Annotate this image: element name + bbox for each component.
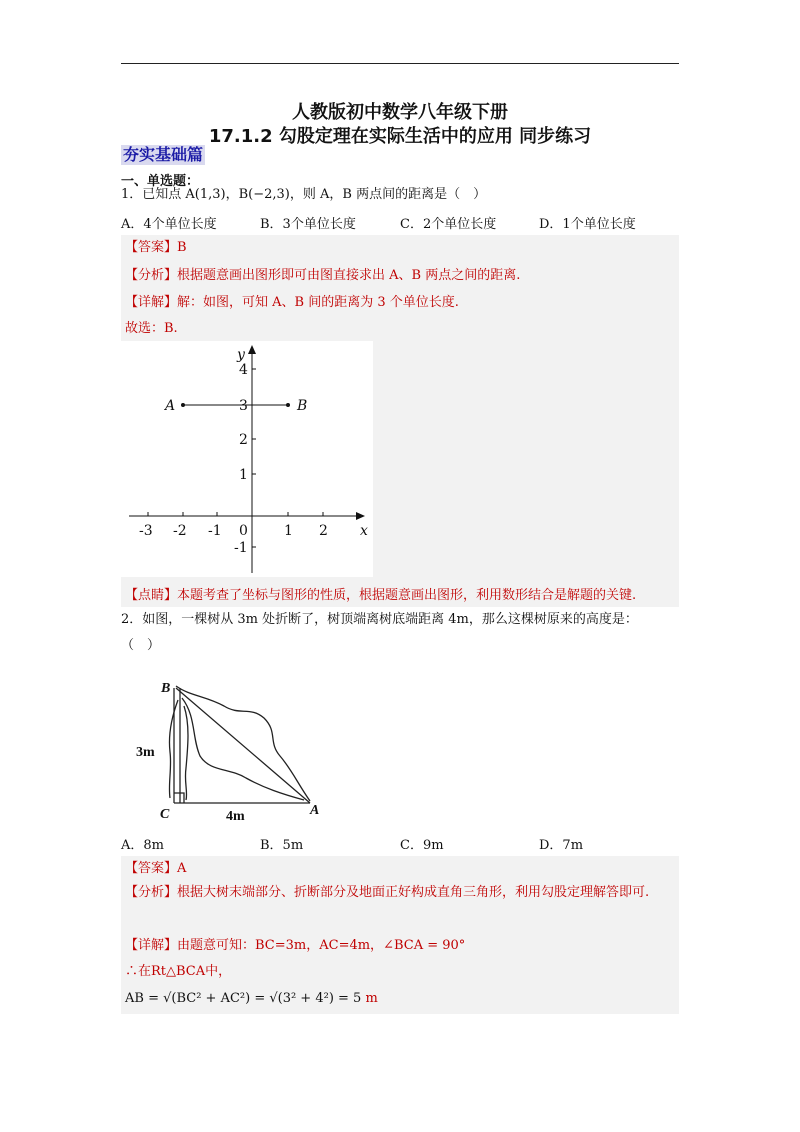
q1-stem: 1．已知点 A(1,3)，B(−2,3)，则 A，B 两点间的距离是（ ）: [121, 187, 487, 202]
q2-stem-paren: （ ）: [121, 638, 161, 653]
x-tick-label-m3: -3: [139, 523, 153, 539]
q1-option-d: D．1个单位长度: [539, 217, 636, 232]
broken-branch-inner: [182, 698, 304, 800]
q2-formula-line: [125, 990, 378, 1008]
q2-formula: AB = √(BC² + AC²) = √(3² + 4²) = 5: [125, 991, 362, 1006]
q2-stem: 2．如图，一棵树从 3m 处折断了，树顶端离树底端距离 4m，那么这棵树原来的高度是：: [121, 612, 638, 627]
page-subtitle: 17.1.2 勾股定理在实际生活中的应用 同步练习: [208, 126, 592, 147]
page-title: 人教版初中数学八年级下册: [292, 102, 508, 123]
fig-label-bc: 3m: [136, 745, 155, 760]
q1-option-a: A．4个单位长度: [121, 217, 217, 232]
x-axis-arrow: [356, 512, 365, 520]
q2-detail: 【详解】由题意可知：BC=3m，AC=4m，∠BCA = 90°: [125, 938, 466, 953]
y-tick-label-2: 2: [239, 432, 248, 448]
x-tick-label-m1: -1: [208, 523, 222, 539]
origin-label: 0: [239, 523, 248, 539]
q2-option-a: A．8m: [121, 838, 164, 853]
q1-answer: 【答案】B: [125, 240, 187, 255]
q2-answer-box: [121, 856, 679, 1014]
fig-label-ca: 4m: [226, 809, 245, 824]
header-rule: [121, 63, 679, 64]
q2-option-d: D．7m: [539, 838, 584, 853]
y-axis-arrow: [248, 345, 256, 354]
question-type-heading: 一、单选题：: [121, 174, 200, 189]
point-b-label: B: [297, 398, 308, 414]
fig-label-c: C: [160, 807, 170, 822]
q2-option-c: C．9m: [400, 838, 444, 853]
q1-analysis: 【分析】根据题意画出图形即可由图直接求出 A、B 两点之间的距离.: [125, 268, 521, 283]
q2-answer: 【答案】A: [125, 861, 187, 876]
q2-tree-figure: [128, 676, 328, 826]
x-tick-label-1: 1: [284, 523, 293, 539]
q2-formula-unit: m: [365, 991, 378, 1006]
fig-label-b: B: [161, 681, 171, 696]
q1-comment: 【点睛】本题考查了坐标与图形的性质，根据题意画出图形，利用数形结合是解题的关键.: [125, 588, 637, 603]
y-tick-label-1: 1: [239, 467, 248, 483]
q1-answer-box: [121, 235, 679, 607]
x-axis-label: x: [360, 523, 368, 539]
point-a-label: A: [165, 398, 176, 414]
q2-therefore: ∴在Rt△BCA中，: [125, 964, 232, 979]
right-angle-mark: [174, 793, 184, 803]
y-tick-label-4: 4: [239, 362, 248, 378]
q1-option-b: B．3个单位长度: [260, 217, 356, 232]
q1-detail: 【详解】解：如图，可知 A、B 间的距离为 3 个单位长度.: [125, 295, 459, 310]
q1-options: [121, 213, 679, 231]
q1-option-c: C．2个单位长度: [400, 217, 497, 232]
q2-option-b: B．5m: [260, 838, 304, 853]
y-tick-label-3: 3: [239, 398, 248, 414]
fig-label-a: A: [310, 803, 320, 818]
q1-coordinate-graph: [121, 341, 373, 577]
x-tick-label-2: 2: [319, 523, 328, 539]
q1-choice: 故选：B.: [125, 321, 178, 336]
q2-analysis: 【分析】根据大树末端部分、折断部分及地面正好构成直角三角形，利用勾股定理解答即可.: [125, 885, 650, 900]
q2-options: [121, 834, 679, 852]
section-label: 夯实基础篇: [123, 145, 204, 164]
x-tick-label-m2: -2: [173, 523, 187, 539]
trunk-branch-right: [184, 706, 188, 800]
y-axis-label: y: [237, 347, 245, 363]
point-a-dot: [181, 403, 185, 407]
y-tick-label-m1: -1: [234, 540, 248, 556]
point-b-dot: [286, 403, 290, 407]
